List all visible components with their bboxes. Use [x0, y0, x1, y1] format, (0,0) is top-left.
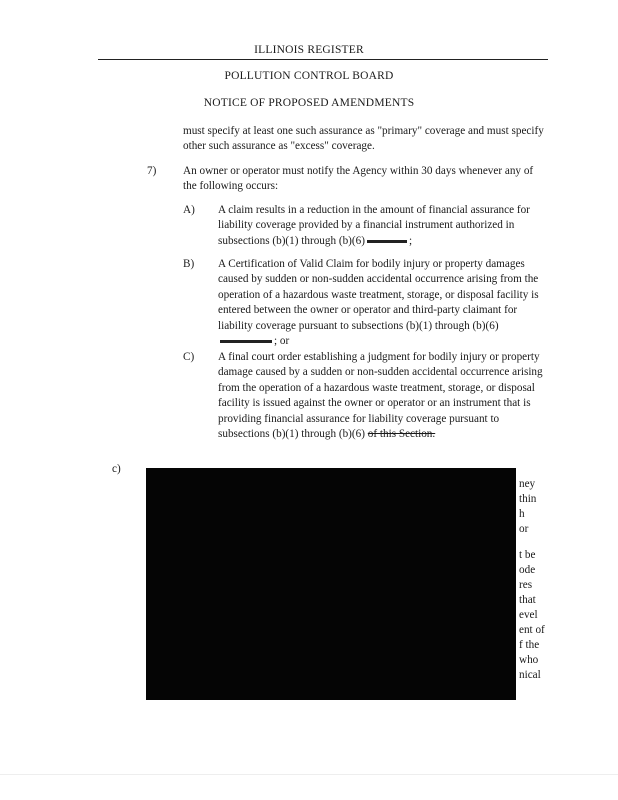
item-7-number: 7) [147, 165, 157, 177]
continuation-text [183, 124, 548, 155]
visible-fragment: or [519, 523, 529, 535]
sub-c-text [218, 350, 548, 442]
visible-fragment: t be [519, 549, 536, 561]
visible-fragment: ney [519, 478, 536, 490]
board-title: POLLUTION CONTROL BOARD [224, 70, 394, 82]
notice-title: NOTICE OF PROPOSED AMENDMENTS [203, 97, 415, 109]
sub-c-label: C) [183, 351, 195, 363]
sub-a-body: A claim results in a reduction in the amount of financial assurance for liability coverage provided by a financial instrument authorized in subsections (b)(1) through (b)(6) [218, 204, 530, 247]
register-title: ILLINOIS REGISTER [254, 44, 364, 56]
visible-fragment: that [519, 594, 536, 606]
redaction-block [146, 468, 516, 700]
visible-fragment: f the [519, 639, 540, 651]
item-7-text: An owner or operator must notify the Agency within 30 days whenever any of the following occurs: [183, 165, 534, 193]
visible-fragment: nical [519, 669, 541, 681]
visible-fragment: thin [519, 493, 537, 505]
scan-edge-line [0, 774, 618, 775]
visible-fragment: ent of [519, 624, 545, 636]
struck-text: of this Section. [367, 428, 436, 441]
sub-c-body: A final court order establishing a judgment for bodily injury or property damage caused by a sudden or non-sudden accidental occurrence arising from the operation of a hazardous waste treatment, storage, or disposal facility is issued against the owner or operator or an instrument that is providing financial assurance for liability coverage pursuant to subsections (b)(1) through (b)(6) [218, 351, 543, 441]
header-rule [98, 59, 548, 60]
sub-b-text [218, 257, 546, 349]
continuation-paragraph: must specify at least one such assurance as "primary" coverage and must specify other such assurance as "excess" coverage. [183, 125, 544, 153]
visible-fragment: who [519, 654, 539, 666]
visible-fragment: ode [519, 564, 536, 576]
sub-a-label: A) [183, 204, 195, 216]
sub-b-body: A Certification of Valid Claim for bodily injury or property damages caused by sudden or non-sudden accidental occurrence arising from the operation of a hazardous waste treatment, storage, or disposal facility is entered between the owner or operator and third-party claimant for liability coverage pursuant to subsections (b)(1) through (b)(6) [218, 258, 539, 332]
visible-fragment: evel [519, 609, 538, 621]
sub-a-text: A claim results in a reduction in the amount of financial assurance for liability coverage provided by a financial instrument authorized in subsections (b)(1) through (b)(6) ; [218, 204, 530, 247]
sub-b-label: B) [183, 258, 195, 270]
scan-smudge [220, 340, 272, 343]
sub-b-tail: ; or [274, 335, 290, 348]
visible-fragment: res [519, 579, 533, 591]
scan-smudge [367, 240, 407, 243]
visible-fragment: h [519, 508, 525, 520]
section-c-label: c) [112, 463, 121, 475]
